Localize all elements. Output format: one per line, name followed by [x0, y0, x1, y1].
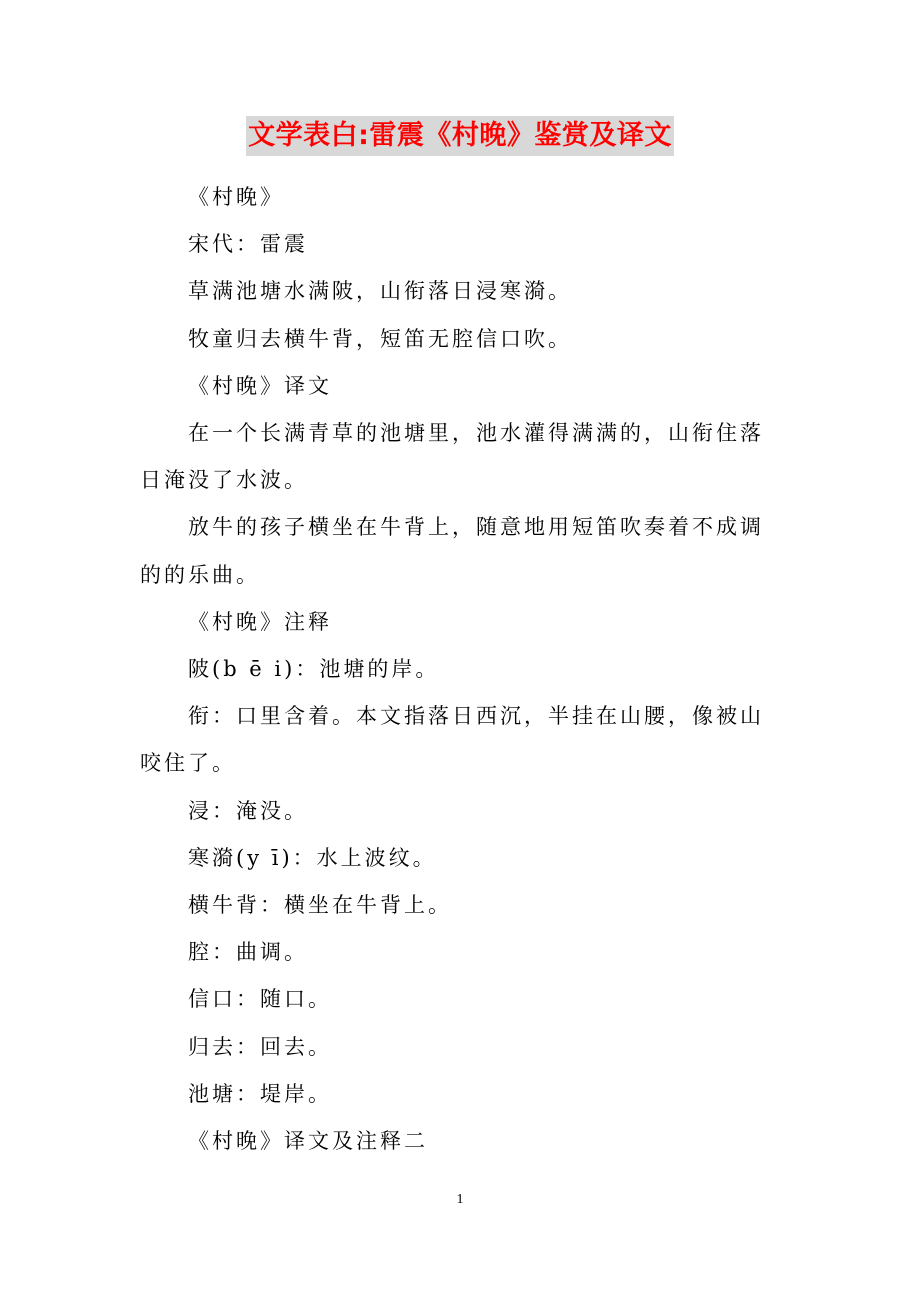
paragraph: 衔：口里含着。本文指落日西沉，半挂在山腰，像被山咬住了。: [140, 704, 764, 776]
document-title: 文学表白:雷震《村晚》鉴赏及译文: [246, 116, 674, 156]
paragraph: 归去：回去。: [188, 1034, 332, 1059]
paragraph: 陂(b ē i)：池塘的岸。: [188, 657, 440, 682]
paragraph: 草满池塘水满陂，山衔落日浸寒漪。: [188, 279, 572, 304]
paragraph: 腔：曲调。: [188, 940, 308, 965]
paragraph: 在一个长满青草的池塘里，池水灌得满满的，山衔住落日淹没了水波。: [140, 421, 764, 493]
page-number: 1: [456, 1192, 464, 1207]
paragraph: 《村晚》译文及注释二: [188, 1129, 428, 1154]
paragraph: 《村晚》译文: [188, 373, 332, 398]
paragraph: 浸：淹没。: [188, 798, 308, 823]
paragraph: 池塘：堤岸。: [188, 1081, 332, 1106]
paragraph: 横牛背：横坐在牛背上。: [188, 893, 452, 918]
paragraph: 寒漪(y ī)：水上波纹。: [188, 845, 437, 870]
paragraph: 宋代：雷震: [188, 232, 308, 257]
paragraph: 信口：随口。: [188, 987, 332, 1012]
paragraph: 《村晚》注释: [188, 609, 332, 634]
title-wrapper: [0, 116, 920, 156]
paragraph: 放牛的孩子横坐在牛背上，随意地用短笛吹奏着不成调的的乐曲。: [140, 515, 764, 587]
paragraph: 牧童归去横牛背，短笛无腔信口吹。: [188, 326, 572, 351]
document-body: [140, 174, 782, 1165]
paragraph: 《村晚》: [188, 185, 284, 209]
